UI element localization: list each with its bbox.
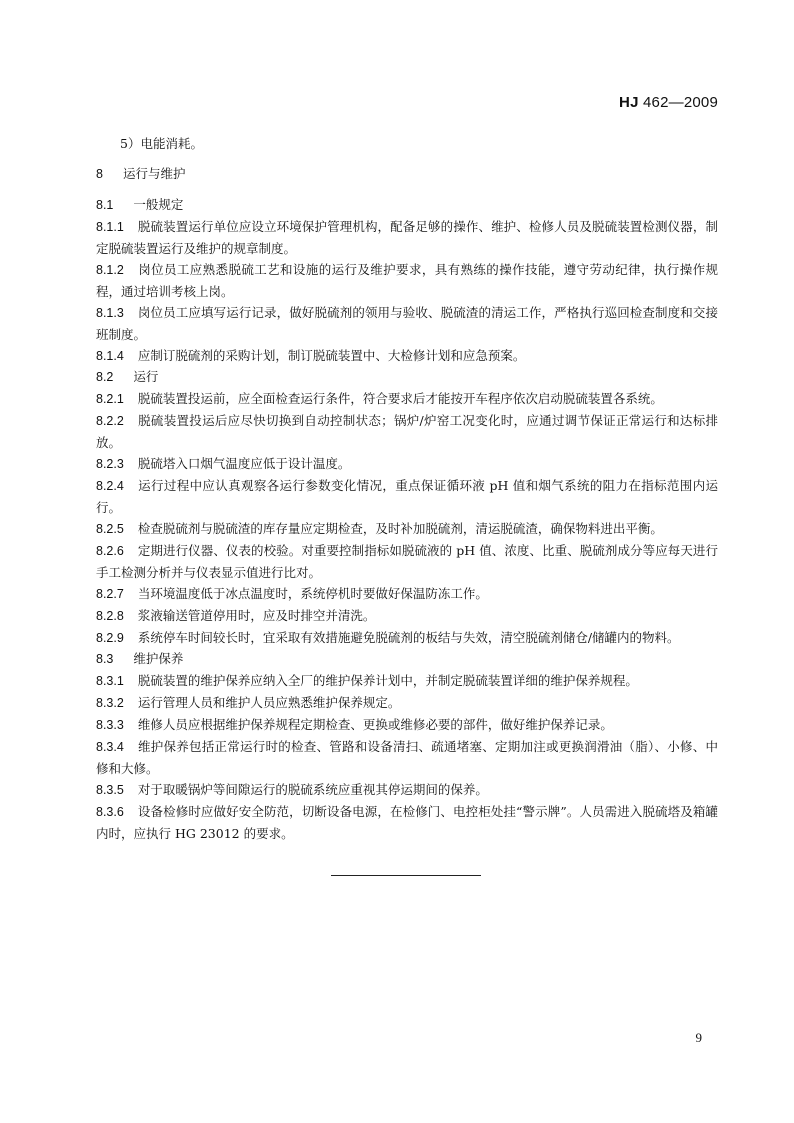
end-of-text-rule: [331, 875, 481, 876]
clause: [96, 605, 718, 627]
clause-text: 浆液输送管道停用时，应及时排空并清洗。: [137, 608, 376, 623]
clause-number: 8.2.6: [96, 544, 124, 558]
clause-number: 8.3.6: [96, 805, 124, 819]
clause: [96, 345, 718, 367]
clause-number: 8.3.5: [96, 783, 124, 797]
clause-text: 运行管理人员和维护人员应熟悉维护保养规定。: [137, 695, 401, 710]
clause-number: 8.1.4: [96, 349, 124, 363]
clause-text: 对于取暖锅炉等间隙运行的脱硫系统应重视其停运期间的保养。: [137, 782, 488, 797]
clause-number: 8.1.2: [96, 263, 124, 277]
clause-number: 8.1.3: [96, 306, 124, 320]
clause-number: 8.2.3: [96, 457, 124, 471]
subsection-number: 8.3: [96, 652, 114, 666]
clause-text: 脱硫装置的维护保养应纳入全厂的维护保养计划中，并制定脱硫装置详细的维护保养规程。: [137, 673, 638, 688]
subsection-heading: [96, 649, 718, 670]
standard-code-number: 462—2009: [643, 94, 718, 111]
clause-number: 8.2.1: [96, 392, 124, 406]
clause-text: 脱硫装置运行单位应设立环境保护管理机构，配备足够的操作、维护、检修人员及脱硫装置检测仪器，制定脱硫装置运行及维护的规章制度。: [96, 219, 718, 256]
clause-number: 8.2.5: [96, 522, 124, 536]
clause-text: 岗位员工应熟悉脱硫工艺和设施的运行及维护要求，具有熟练的操作技能，遵守劳动纪律，执行操作规程，通过培训考核上岗。: [96, 262, 718, 299]
clause: [96, 801, 718, 844]
clause: [96, 779, 718, 801]
clause: [96, 453, 718, 475]
clause: [96, 518, 718, 540]
clause-text: 脱硫塔入口烟气温度应低于设计温度。: [137, 456, 351, 471]
clause: [96, 410, 718, 453]
clause: [96, 259, 718, 302]
clause-text: 当环境温度低于冰点温度时，系统停机时要做好保温防冻工作。: [137, 586, 488, 601]
clause: [96, 670, 718, 692]
clause-number: 8.3.1: [96, 674, 124, 688]
clause: [96, 540, 718, 583]
clause: [96, 216, 718, 259]
clause-text: 应制订脱硫剂的采购计划，制订脱硫装置中、大检修计划和应急预案。: [137, 348, 526, 363]
subsection-number: 8.1: [96, 198, 114, 212]
standard-code-prefix: HJ: [619, 94, 639, 111]
document-body: [96, 133, 718, 844]
clause-number: 8.2.7: [96, 587, 124, 601]
clause: [96, 388, 718, 410]
clause-number: 8.2.4: [96, 479, 124, 493]
clause-text: 岗位员工应填写运行记录，做好脱硫剂的领用与验收、脱硫渣的清运工作，严格执行巡回检查制度和交接班制度。: [96, 305, 718, 342]
subsection-title: 一般规定: [133, 198, 184, 212]
clause: [96, 692, 718, 714]
clause-text: 维修人员应根据维护保养规程定期检查、更换或维修必要的部件，做好维护保养记录。: [137, 717, 613, 732]
subsection-title: 维护保养: [133, 652, 184, 666]
list-item: 5）电能消耗。: [120, 136, 203, 151]
clause-text: 维护保养包括正常运行时的检查、管路和设备清扫、疏通堵塞、定期加注或更换润滑油（脂）、小修、中修和大修。: [96, 739, 718, 776]
clause: [96, 583, 718, 605]
page-number: 9: [695, 1030, 702, 1045]
clause: [96, 736, 718, 779]
clause-number: 8.2.8: [96, 609, 124, 623]
clause-number: 8.3.2: [96, 696, 124, 710]
clause-text: 脱硫装置投运前，应全面检查运行条件，符合要求后才能按开车程序依次启动脱硫装置各系统。: [137, 391, 663, 406]
subsection-heading: [96, 367, 718, 388]
clause-number: 8.3.4: [96, 740, 124, 754]
subsection-heading: [96, 195, 718, 216]
clause-text: 定期进行仪器、仪表的校验。对重要控制指标如脱硫液的 pH 值、浓度、比重、脱硫剂成分等应每天进行手工检测分析并与仪表显示值进行比对。: [96, 543, 718, 580]
subsection-number: 8.2: [96, 370, 114, 384]
clause: [96, 714, 718, 736]
clause-text: 设备检修时应做好安全防范，切断设备电源，在检修门、电控柜处挂“警示牌”。人员需进入脱硫塔及箱罐内时，应执行 HG 23012 的要求。: [96, 804, 718, 841]
clause-number: 8.2.9: [96, 631, 124, 645]
standard-code: [619, 94, 718, 111]
subsection-title: 运行: [133, 370, 159, 384]
section-heading: [96, 164, 718, 185]
section-title: 运行与维护: [122, 167, 186, 181]
section-number: 8: [96, 167, 103, 181]
clause-text: 系统停车时间较长时，宜采取有效措施避免脱硫剂的板结与失效，清空脱硫剂储仓/储罐内的物料。: [137, 630, 680, 645]
clause-number: 8.3.3: [96, 718, 124, 732]
clause-text: 脱硫装置投运后应尽快切换到自动控制状态；锅炉/炉窑工况变化时，应通过调节保证正常运行和达标排放。: [96, 413, 718, 450]
clause-number: 8.2.2: [96, 414, 124, 428]
clause-text: 运行过程中应认真观察各运行参数变化情况，重点保证循环液 pH 值和烟气系统的阻力在指标范围内运行。: [96, 478, 718, 515]
clause: [96, 627, 718, 649]
clause: [96, 475, 718, 518]
clause-text: 检查脱硫剂与脱硫渣的库存量应定期检查，及时补加脱硫剂，清运脱硫渣，确保物料进出平衡。: [137, 521, 663, 536]
clause-number: 8.1.1: [96, 220, 124, 234]
clause: [96, 302, 718, 345]
